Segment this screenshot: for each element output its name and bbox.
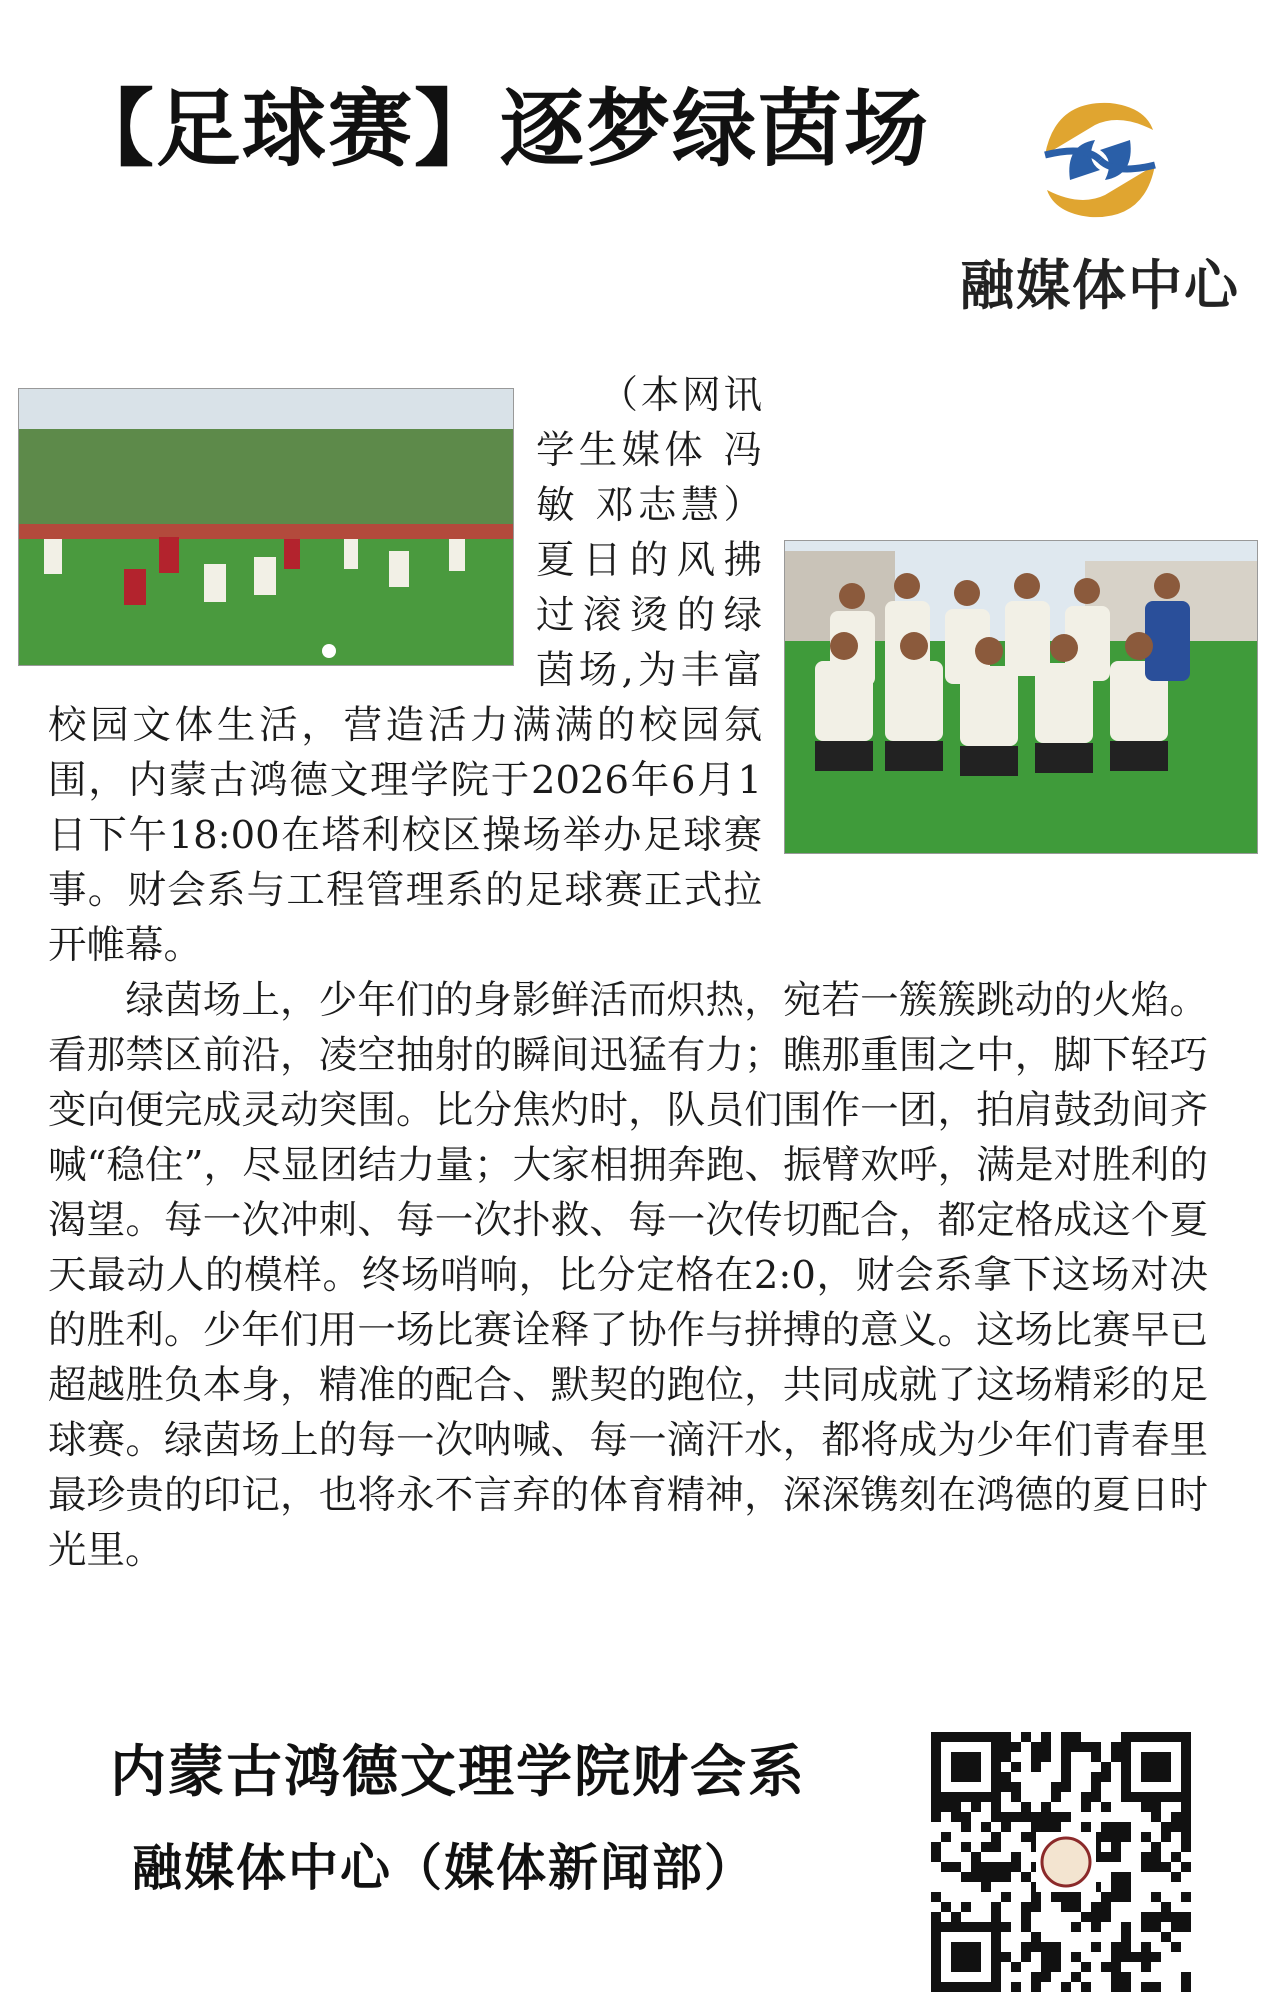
qr-code-icon[interactable] (925, 1728, 1207, 1996)
org-department: 融媒体中心（媒体新闻部） (132, 1838, 756, 1897)
article-body (48, 368, 1208, 1578)
team-photo (784, 540, 1258, 854)
logo-swirl-icon (1025, 85, 1175, 235)
page-title: 【足球赛】逐梦绿茵场 (70, 80, 931, 178)
logo-text: 融媒体中心 (960, 254, 1240, 317)
org-name: 内蒙古鸿德文理学院财会系 (110, 1739, 806, 1805)
match-photo (18, 388, 514, 666)
media-center-logo (945, 85, 1255, 315)
article-text: （本网讯 学生媒体 冯敏 邓志慧）夏日的风拂过滚烫的绿茵场,为丰富校园文体生活，营造活力满满的校园氛围，内蒙古鸿德文理学院于2026年6月1日下午18:00在塔利校区操场举办足球赛事。财会系与工程管理系的足球赛正式拉开帷幕。 绿茵场上，少年们的身影鲜活而炽热，宛若一簇簇跳动的火焰。看那禁区前沿，凌空抽射的瞬间迅猛有力；瞧那重围之中，脚下轻巧变向便完成灵动突围。比分焦灼时，队员们围作一团，拍肩鼓劲间齐喊“稳住”，尽显团结力量；大家相拥奔跑、振臂欢呼，满是对胜利的渴望。每一次冲刺、每一次扑救、每一次传切配合，都定格成这个夏天最动人的模样。终场哨响，比分定格在2:0，财会系拿下这场对决的胜利。少年们用一场比赛诠释了协作与拼搏的意义。这场比赛早已超越胜负本身，精准的配合、默契的跑位，共同成就了这场精彩的足球赛。绿茵场上的每一次呐喊、每一滴汗水，都将成为少年们青春里最珍贵的印记，也将永不言弃的体育精神，深深镌刻在鸿德的夏日时光里。 (48, 373, 1208, 1573)
